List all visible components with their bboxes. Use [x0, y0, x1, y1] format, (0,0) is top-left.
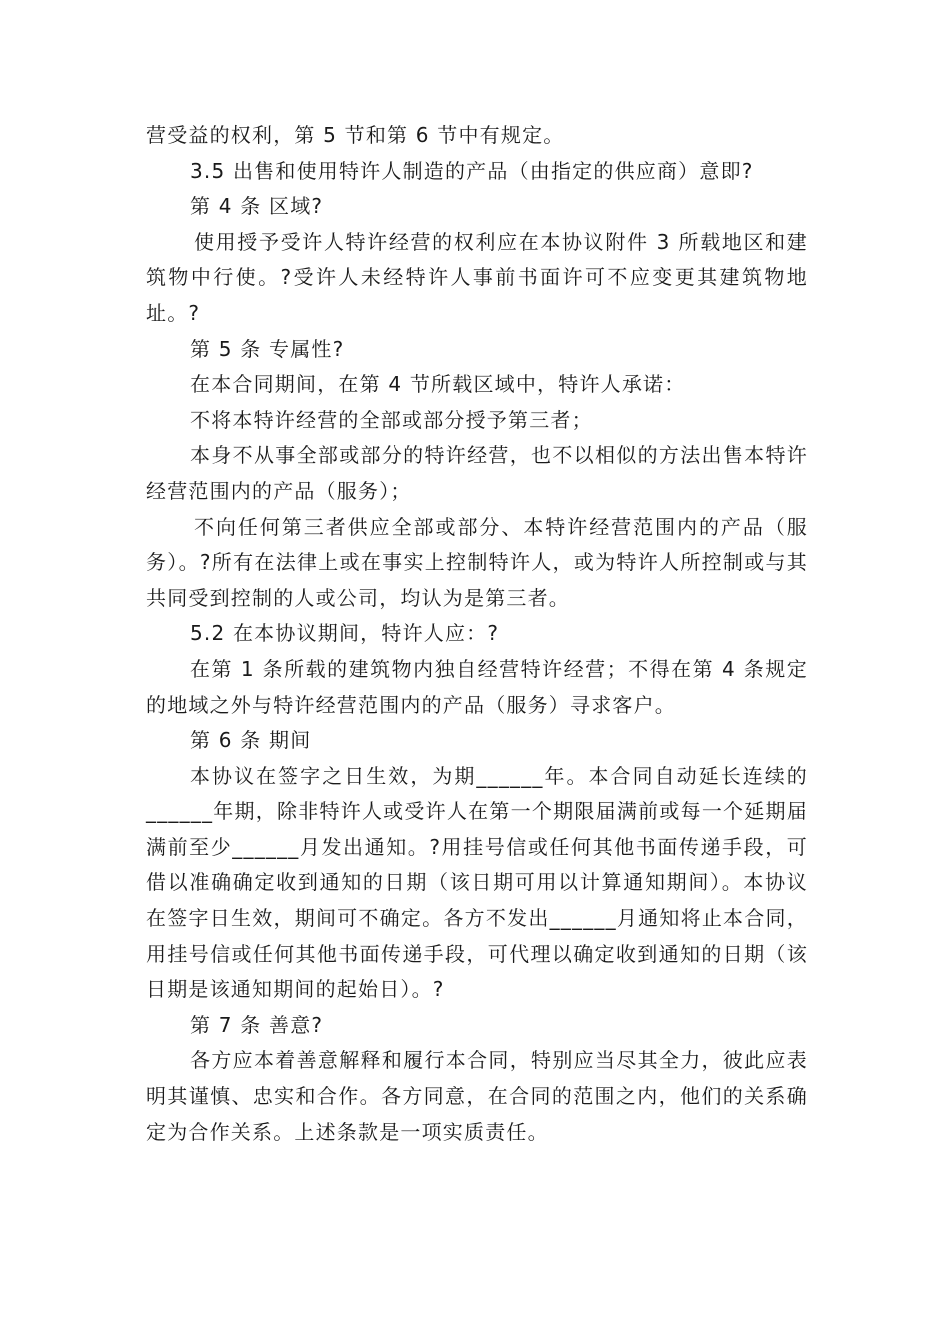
article-7-body: 各方应本着善意解释和履行本合同，特别应当尽其全力，彼此应表明其谨慎、忠实和合作。各方同意，在合同的范围之内，他们的关系确定为合作关系。上述条款是一项实质责任。 [146, 1048, 808, 1144]
article-5-item-2: 本身不从事全部或部分的特许经营，也不以相似的方法出售本特许经营范围内的产品（服务）； [146, 443, 808, 503]
article-7-heading: 第 7 条 善意? [190, 1012, 324, 1037]
clause-5-2-body: 在第 1 条所载的建筑物内独自经营特许经营；不得在第 4 条规定的地域之外与特许经营范围内的产品（服务）寻求客户。 [146, 656, 808, 717]
article-5-heading: 第 5 条 专属性? [190, 336, 345, 361]
article-5-item-3: 不向任何第三者供应全部或部分、本特许经营范围内的产品（服务）。?所有在法律上或在事实上控制特许人，或为特许人所控制或与其共同受到控制的人或公司，均认为是第三者。 [146, 514, 808, 610]
article-6-heading: 第 6 条 期间 [190, 728, 312, 753]
clause-5-2: 5.2 在本协议期间，特许人应：? [190, 621, 500, 646]
article-6-body: 本协议在签字之日生效，为期______年。本合同自动延长连续的______年期，除非特许人或受许人在第一个期限届满前或每一个延期届满前至少______月发出通知。?用挂号信或任何其他书面传递手段，可借以准确确定收到通知的日期（该日期可用以计算通知期间）。本协议在签字日生效，期间可不确定。各方不发出______月通知将止本合同，用挂号信或任何其他书面传递手段，可代理以确定收到通知的日期（该日期是该通知期间的起始日）。? [146, 763, 808, 1002]
article-5-intro: 在本合同期间，在第 4 节所载区域中，特许人承诺： [190, 372, 686, 397]
article-4-body: 使用授予受许人特许经营的权利应在本协议附件 3 所载地区和建筑物中行使。?受许人未经特许人事前书面许可不应变更其建筑物地址。? [146, 229, 808, 325]
article-4-heading: 第 4 条 区域? [190, 194, 324, 219]
clause-3-5: 3.5 出售和使用特许人制造的产品（由指定的供应商）意即? [190, 158, 754, 183]
paragraph-continuation: 营受益的权利，第 5 节和第 6 节中有规定。 [146, 123, 565, 147]
article-5-item-1: 不将本特许经营的全部或部分授予第三者； [190, 407, 593, 432]
document-body [146, 118, 808, 1150]
